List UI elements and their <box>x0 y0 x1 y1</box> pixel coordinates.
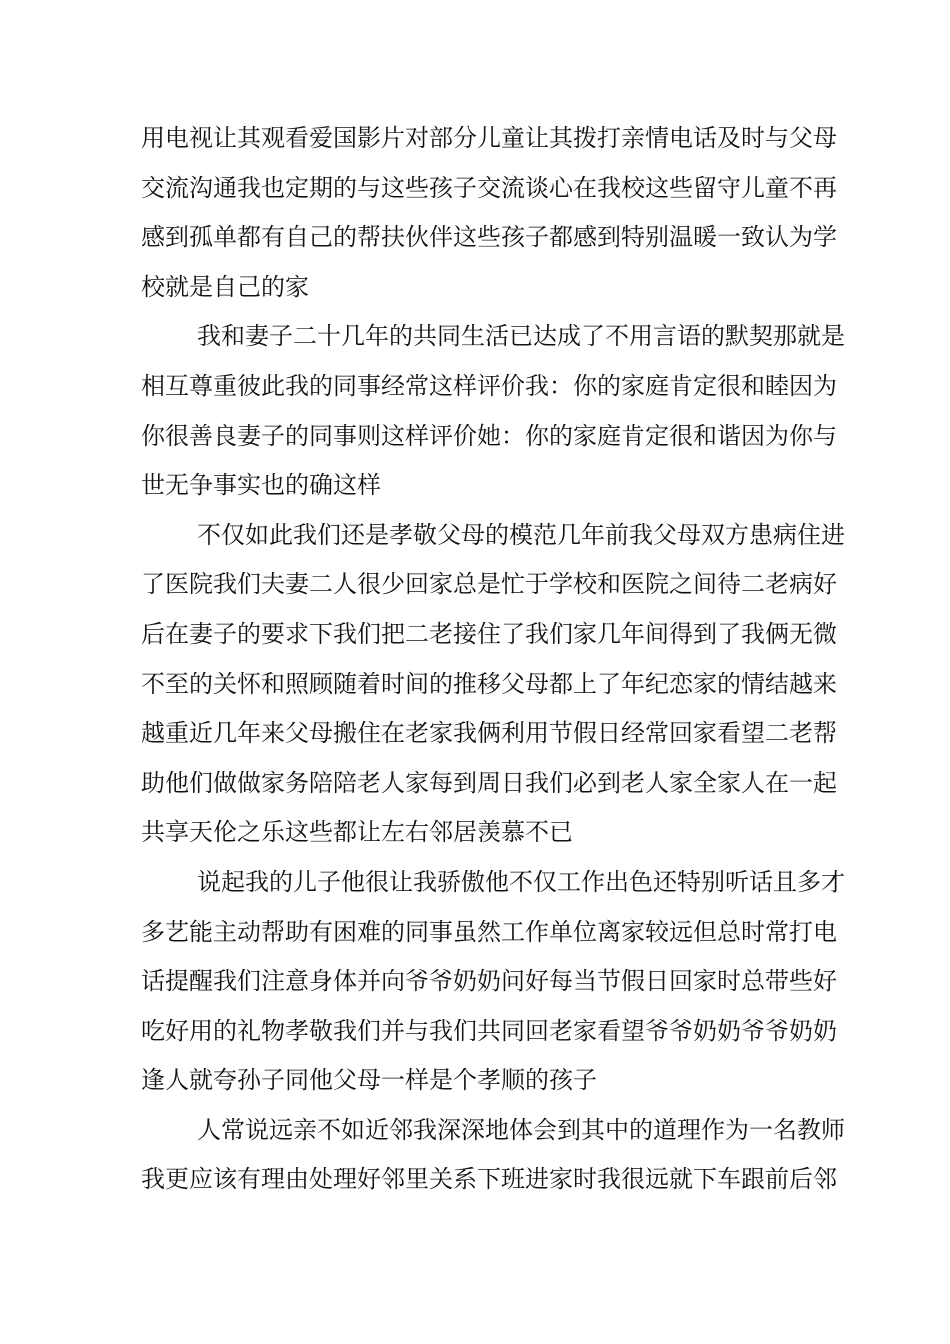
text-line: 你很善良妻子的同事则这样评价她：你的家庭肯定很和谐因为你与 <box>141 421 837 450</box>
text-line: 吃好用的礼物孝敬我们并与我们共同回老家看望爷爷奶奶爷爷奶奶 <box>141 1016 837 1045</box>
text-line: 助他们做做家务陪陪老人家每到周日我们必到老人家全家人在一起 <box>141 768 837 797</box>
paragraph-first-line: 人常说远亲不如近邻我深深地体会到其中的道理作为一名教师 <box>197 1115 845 1144</box>
text-line: 共享天伦之乐这些都让左右邻居羡慕不已 <box>141 818 573 847</box>
paragraph-first-line: 说起我的儿子他很让我骄傲他不仅工作出色还特别听话且多才 <box>197 867 845 896</box>
text-line: 了医院我们夫妻二人很少回家总是忙于学校和医院之间待二老病好 <box>141 570 837 599</box>
text-line: 相互尊重彼此我的同事经常这样评价我：你的家庭肯定很和睦因为 <box>141 371 837 400</box>
text-line: 我更应该有理由处理好邻里关系下班进家时我很远就下车跟前后邻 <box>141 1165 837 1194</box>
text-line: 话提醒我们注意身体并向爷爷奶奶问好每当节假日回家时总带些好 <box>141 967 837 996</box>
text-line: 多艺能主动帮助有困难的同事虽然工作单位离家较远但总时常打电 <box>141 917 837 946</box>
document-body <box>141 114 845 1205</box>
text-line: 感到孤单都有自己的帮扶伙伴这些孩子都感到特别温暖一致认为学 <box>141 223 837 252</box>
text-line: 后在妻子的要求下我们把二老接住了我们家几年间得到了我俩无微 <box>141 619 837 648</box>
text-line: 交流沟通我也定期的与这些孩子交流谈心在我校这些留守儿童不再 <box>141 173 837 202</box>
text-line: 逢人就夸孙子同他父母一样是个孝顺的孩子 <box>141 1066 597 1095</box>
paragraph-first-line: 不仅如此我们还是孝敬父母的模范几年前我父母双方患病住进 <box>197 520 845 549</box>
paragraph-first-line: 我和妻子二十几年的共同生活已达成了不用言语的默契那就是 <box>197 322 845 351</box>
text-line: 不至的关怀和照顾随着时间的推移父母都上了年纪恋家的情结越来 <box>141 669 837 698</box>
text-line: 校就是自己的家 <box>141 272 309 301</box>
text-line: 用电视让其观看爱国影片对部分儿童让其拨打亲情电话及时与父母 <box>141 124 837 152</box>
text-line: 世无争事实也的确这样 <box>141 471 381 500</box>
text-line: 越重近几年来父母搬住在老家我俩利用节假日经常回家看望二老帮 <box>141 719 837 748</box>
